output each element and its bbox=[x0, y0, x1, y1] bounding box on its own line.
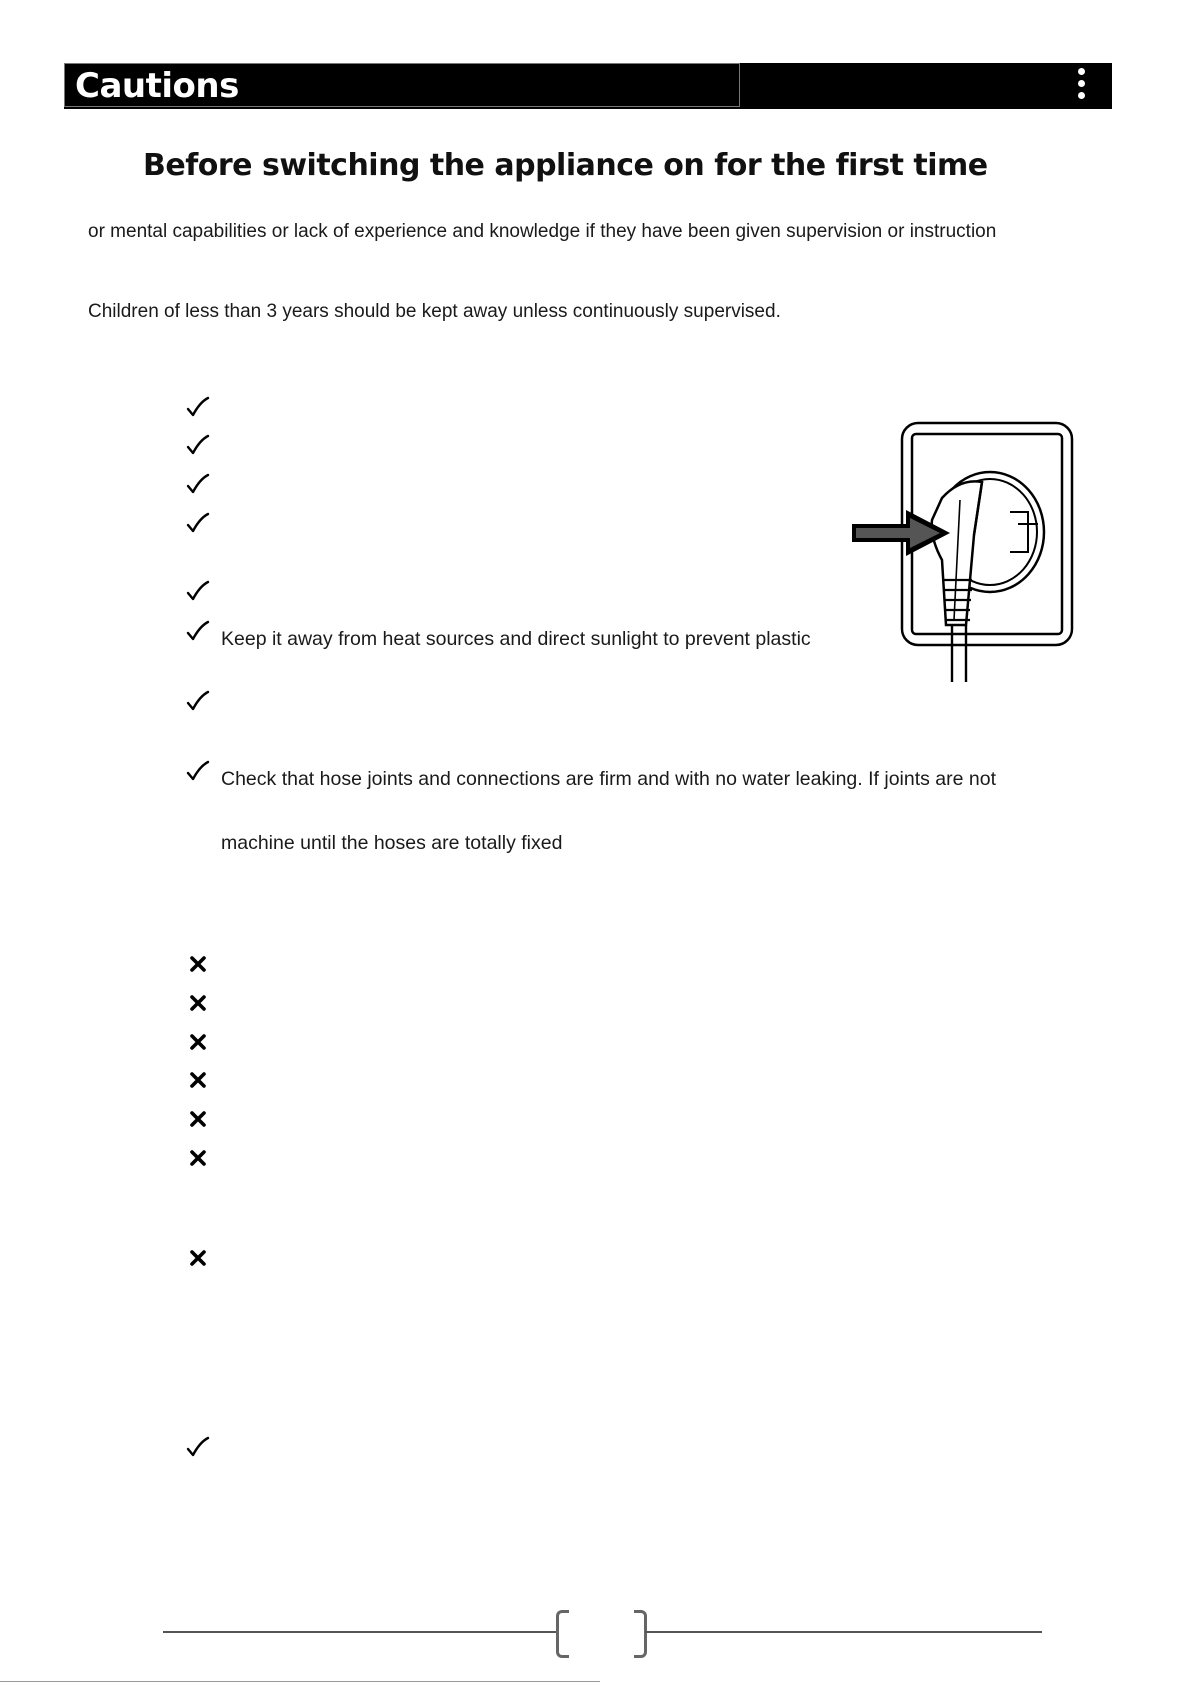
bottom-divider bbox=[0, 1681, 600, 1682]
footer-line-right bbox=[645, 1631, 1042, 1633]
check-mark-icon bbox=[186, 760, 210, 784]
check-item-text: machine until the hoses are totally fixed bbox=[221, 832, 563, 854]
header-bar bbox=[64, 63, 1112, 109]
check-item-text: Check that hose joints and connections are firm and with no water leaking. If joints are not bbox=[221, 768, 997, 790]
section-title: Before switching the appliance on for the first time bbox=[143, 148, 988, 183]
check-mark-icon bbox=[186, 580, 210, 604]
page-number-bracket-right bbox=[634, 1610, 647, 1658]
paragraph-2: Children of less than 3 years should be kept away unless continuously supervised. bbox=[88, 301, 781, 322]
check-mark-icon bbox=[186, 434, 210, 458]
cross-mark-icon bbox=[186, 1107, 210, 1131]
page-title: Cautions bbox=[75, 66, 239, 106]
check-mark-icon bbox=[186, 1436, 210, 1460]
paragraph-1: or mental capabilities or lack of experience and knowledge if they have been given supervision or instruction bbox=[88, 221, 997, 242]
check-mark-icon bbox=[186, 690, 210, 714]
check-mark-icon bbox=[186, 396, 210, 420]
plug-socket-illustration bbox=[850, 420, 1080, 690]
cross-mark-icon bbox=[186, 991, 210, 1015]
vertical-dots-icon bbox=[1078, 68, 1088, 106]
footer-line-left bbox=[163, 1631, 557, 1633]
cross-mark-icon bbox=[186, 1246, 210, 1270]
cross-mark-icon bbox=[186, 1068, 210, 1092]
cross-mark-icon bbox=[186, 952, 210, 976]
check-item-text: Keep it away from heat sources and direct sunlight to prevent plastic bbox=[221, 628, 811, 650]
check-mark-icon bbox=[186, 620, 210, 644]
title-box bbox=[64, 63, 740, 107]
cross-mark-icon bbox=[186, 1146, 210, 1170]
page-number-bracket-left bbox=[556, 1610, 569, 1658]
check-mark-icon bbox=[186, 473, 210, 497]
cross-mark-icon bbox=[186, 1030, 210, 1054]
check-mark-icon bbox=[186, 512, 210, 536]
